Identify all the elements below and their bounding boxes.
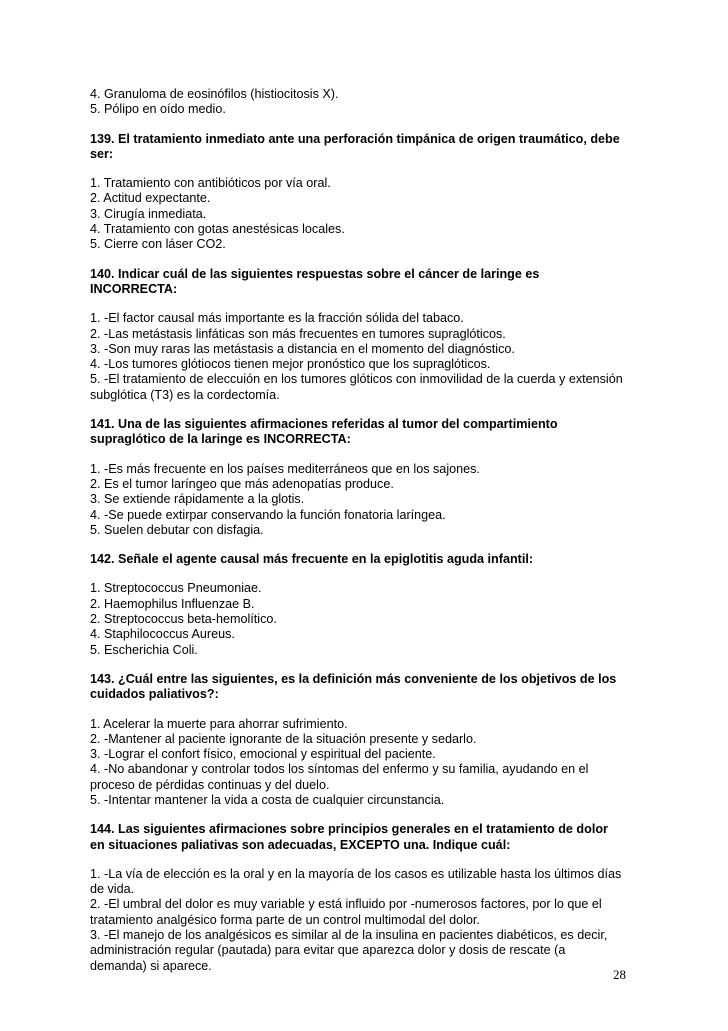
answer-line: 1. Streptococcus Pneumoniae. — [90, 581, 262, 596]
answer-line: 3. -Lograr el confort físico, emocional y espiritual del paciente. — [90, 747, 436, 762]
question-title — [90, 822, 650, 853]
question-title-line: 140. Indicar cuál de las siguientes respuestas sobre el cáncer de laringe es — [90, 266, 540, 281]
answer-list — [90, 176, 650, 252]
page-number: 28 — [613, 967, 626, 982]
answer-list — [90, 462, 650, 538]
question-140 — [90, 267, 650, 403]
answer-line: 3. -Son muy raras las metástasis a distancia en el momento del diagnóstico. — [90, 341, 515, 356]
answer-line: 5. -Intentar mantener la vida a costa de cualquier circunstancia. — [90, 792, 445, 807]
answer-line: 2. -Las metástasis linfáticas son más frecuentes en tumores supraglóticos. — [90, 326, 506, 341]
answer-line: 5. -El tratamiento de eleccuión en los tumores glóticos con inmovilidad de la cuerda y extensión — [90, 372, 623, 387]
answer-list — [90, 311, 650, 403]
answer-list — [90, 717, 650, 809]
answer-line: 5. Escherichia Coli. — [90, 642, 198, 657]
question-144 — [90, 822, 650, 974]
answer-line: 2. -El umbral del dolor es muy variable y está influido por -numerosos factores, por lo que el — [90, 897, 602, 912]
question-title-line: 141. Una de las siguientes afirmaciones referidas al tumor del compartimiento — [90, 417, 558, 432]
answer-line: 1. Acelerar la muerte para ahorrar sufrimiento. — [90, 716, 348, 731]
question-title-line: en situaciones paliativas son adecuadas, EXCEPTO una. Indique cuál: — [90, 837, 511, 852]
answer-line: 4. Staphilococcus Aureus. — [90, 627, 235, 642]
answer-line: 4. -No abandonar y controlar todos los síntomas del enfermo y su familia, ayudando en el — [90, 762, 589, 777]
answer-line: 2. Haemophilus Influenzae B. — [90, 596, 255, 611]
answer-line: tratamiento analgésico forma parte de un control multimodal del dolor. — [90, 912, 480, 927]
answer-line: 5. Suelen debutar con disfagia. — [90, 522, 264, 537]
question-title — [90, 552, 650, 567]
answer-list — [90, 867, 650, 974]
question-141 — [90, 417, 650, 538]
question-title — [90, 132, 650, 163]
question-title-line: 139. El tratamiento inmediato ante una perforación timpánica de origen traumático, debe — [90, 131, 620, 146]
answer-line: 5. Cierre con láser CO2. — [90, 237, 226, 252]
answer-line: 4. Granuloma de eosinófilos (histiocitosis X). — [90, 87, 339, 101]
answer-line: 4. -Los tumores glótiocos tienen mejor pronóstico que los supraglóticos. — [90, 357, 491, 372]
answer-line: 3. -El manejo de los analgésicos es similar al de la insulina en pacientes diabéticos, es decir, — [90, 928, 608, 943]
answer-line: 1. Tratamiento con antibióticos por vía oral. — [90, 176, 331, 191]
question-142 — [90, 552, 650, 658]
question-title-line: 142. Señale el agente causal más frecuente en la epiglotitis aguda infantil: — [90, 552, 534, 567]
question-139 — [90, 132, 650, 253]
question-title-line: INCORRECTA: — [90, 281, 178, 296]
answer-line: subglótica (T3) es la cordectomía. — [90, 387, 280, 402]
question-title-line: 143. ¿Cuál entre las siguientes, es la definición más conveniente de los objetivos de los — [90, 671, 617, 686]
page-content — [90, 87, 650, 974]
answer-line: 2. Es el tumor laríngeo que más adenopatías produce. — [90, 476, 394, 491]
question-title-line: 144. Las siguientes afirmaciones sobre principios generales en el tratamiento de dolor — [90, 822, 608, 837]
question-title-line: ser: — [90, 146, 114, 161]
answer-line: 2. Actitud expectante. — [90, 191, 211, 206]
question-143 — [90, 672, 650, 808]
question-title-line: supraglótico de la laringe es INCORRECTA: — [90, 432, 351, 447]
answer-list — [90, 581, 650, 657]
answer-line: proceso de pérdidas continuas y del duelo. — [90, 777, 330, 792]
question-title — [90, 672, 650, 703]
previous-question-answers — [90, 87, 650, 118]
question-title-line: cuidados paliativos?: — [90, 687, 219, 702]
answer-line: 1. -La vía de elección es la oral y en la mayoría de los casos es utilizable hasta los últimos días — [90, 866, 622, 881]
answer-line: 3. Cirugía inmediata. — [90, 206, 207, 221]
answer-line: 2. -Mantener al paciente ignorante de la situación presente y sedarlo. — [90, 731, 477, 746]
answer-line: de vida. — [90, 882, 135, 897]
answer-line: 4. Tratamiento con gotas anestésicas locales. — [90, 222, 345, 237]
question-title — [90, 267, 650, 298]
question-title — [90, 417, 650, 448]
answer-line: 4. -Se puede extirpar conservando la función fonatoria laríngea. — [90, 507, 446, 522]
answer-line: 1. -Es más frecuente en los países mediterráneos que en los sajones. — [90, 461, 480, 476]
answer-line: 2. Streptococcus beta-hemolítico. — [90, 612, 277, 627]
answer-line: 1. -El factor causal más importante es la fracción sólida del tabaco. — [90, 311, 464, 326]
answer-line: demanda) si aparece. — [90, 958, 212, 973]
answer-line: administración regular (pautada) para evitar que aparezca dolor y dosis de rescate (a — [90, 943, 566, 958]
answer-line: 3. Se extiende rápidamente a la glotis. — [90, 492, 305, 507]
answer-line: 5. Pólipo en oído medio. — [90, 102, 226, 117]
